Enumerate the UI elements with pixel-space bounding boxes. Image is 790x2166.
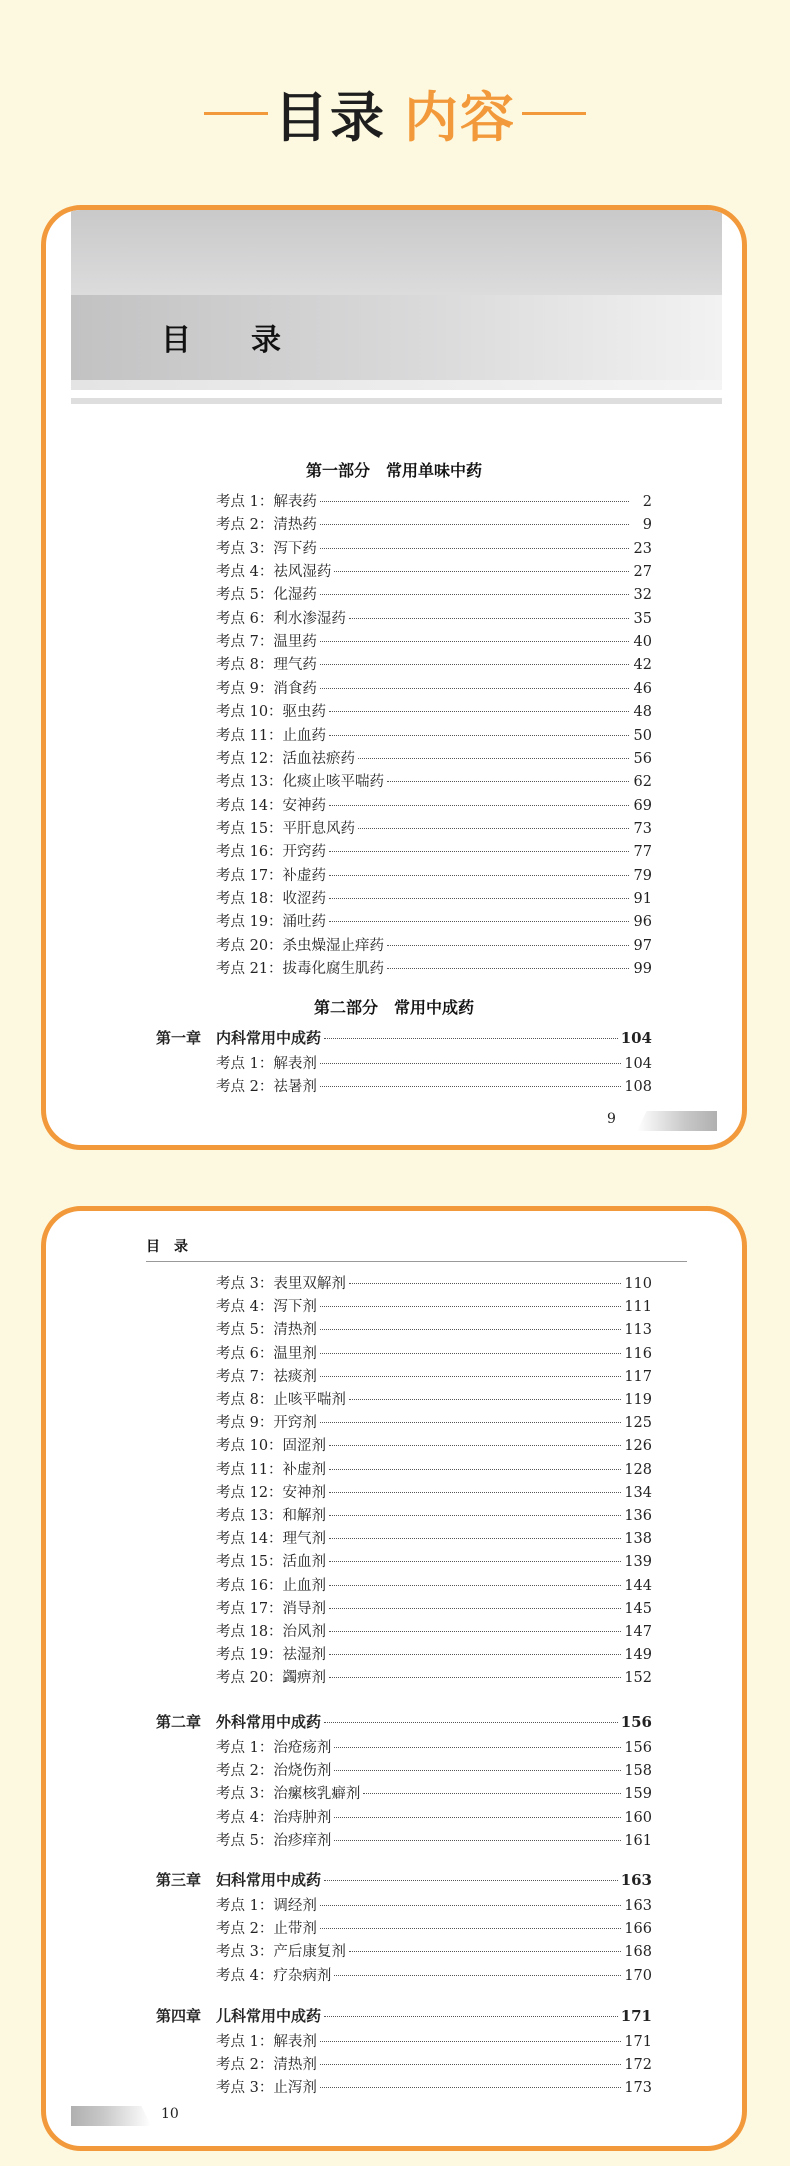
dot-leader: [320, 1063, 621, 1064]
dot-leader: [329, 1492, 621, 1493]
entry-label: 考点 6：温里剂: [216, 1345, 317, 1362]
entry-page-number: 96: [633, 914, 652, 931]
dot-leader: [329, 1445, 621, 1446]
entry-label: 考点 19：涌吐药: [216, 914, 327, 931]
dot-leader: [320, 1928, 621, 1929]
entry-label: 考点 11：止血药: [216, 727, 327, 744]
dot-leader: [320, 1306, 621, 1307]
entry-page-number: 145: [624, 1600, 652, 1617]
entry-page-number: 125: [624, 1415, 652, 1432]
toc-entry[interactable]: [216, 609, 652, 629]
dot-leader: [320, 1086, 621, 1087]
entry-label: 考点 20：杀虫燥湿止痒药: [216, 937, 385, 954]
dot-leader: [320, 688, 629, 689]
toc-entry[interactable]: [216, 1552, 652, 1572]
entry-page-number: 23: [633, 540, 652, 557]
toc-entry[interactable]: [216, 1942, 652, 1962]
dot-leader: [387, 945, 629, 946]
dot-leader: [349, 1399, 621, 1400]
entry-label: 考点 6：利水渗湿药: [216, 610, 346, 627]
dot-leader: [329, 1538, 621, 1539]
running-head: 目 录: [146, 1236, 687, 1262]
dot-leader: [324, 1722, 618, 1723]
toc-entry[interactable]: [216, 2055, 652, 2075]
page-number-footer: [71, 2104, 201, 2128]
dot-leader: [320, 664, 629, 665]
toc-entry[interactable]: [216, 562, 652, 582]
dot-leader: [320, 501, 629, 502]
toc-entry[interactable]: [216, 1320, 652, 1340]
dot-leader: [329, 1585, 621, 1586]
entry-label: 考点 1：解表剂: [216, 2034, 317, 2050]
entry-label: 第二章 外科常用中成药: [156, 1713, 322, 1731]
entry-label: 考点 13：化痰止咳平喘药: [216, 774, 385, 791]
toc-entry[interactable]: [216, 702, 652, 722]
toc-entry[interactable]: [216, 1077, 652, 1097]
entry-label: 考点 2：清热剂: [216, 2057, 317, 2074]
entry-label: 考点 1：解表剂: [216, 1056, 317, 1072]
dot-leader: [329, 805, 629, 806]
dot-leader: [324, 1038, 618, 1039]
entry-label: 考点 18：治风剂: [216, 1624, 327, 1640]
toc-entry[interactable]: [216, 726, 652, 746]
entry-label: 考点 2：止带剂: [216, 1921, 317, 1938]
toc-entry[interactable]: [216, 1622, 652, 1642]
entry-label: 考点 5：清热剂: [216, 1322, 317, 1339]
toc-entry[interactable]: [216, 1808, 652, 1828]
toc-entry[interactable]: [216, 1966, 652, 1986]
entry-label: 考点 15：平肝息风药: [216, 820, 356, 837]
entry-page-number: 160: [624, 1809, 652, 1826]
toc-entry[interactable]: [216, 1668, 652, 1688]
entry-page-number: 152: [624, 1670, 652, 1687]
dot-leader: [329, 851, 629, 852]
entry-label: 考点 16：开窍药: [216, 844, 327, 861]
entry-label: 考点 10：固涩剂: [216, 1438, 327, 1455]
section-banner: [0, 78, 790, 148]
entry-page-number: 170: [624, 1967, 652, 1984]
dot-leader: [387, 781, 629, 782]
toc-entry[interactable]: [216, 1896, 652, 1916]
entry-page-number: 126: [624, 1438, 652, 1455]
toc-entry[interactable]: [216, 1413, 652, 1433]
entry-label: 第四章 儿科常用中成药: [156, 2007, 322, 2025]
toc-entry[interactable]: [216, 1297, 652, 1317]
dot-leader: [349, 618, 629, 619]
entry-label: 考点 2：祛暑剂: [216, 1079, 317, 1096]
entry-label: 考点 14：理气剂: [216, 1531, 327, 1548]
entry-page-number: 91: [633, 890, 652, 907]
page-title: 目 录: [161, 323, 281, 358]
dot-leader: [329, 1631, 621, 1632]
dot-leader: [329, 875, 629, 876]
entry-label: 考点 19：祛湿剂: [216, 1647, 327, 1664]
entry-label: 考点 21：拔毒化腐生肌药: [216, 961, 385, 977]
entry-page-number: 62: [633, 774, 652, 791]
dot-leader: [358, 758, 629, 759]
entry-page-number: 171: [620, 2007, 652, 2025]
entry-page-number: 128: [624, 1461, 652, 1478]
toc-entry[interactable]: [216, 1460, 652, 1480]
dot-leader: [320, 1422, 621, 1423]
dot-leader: [320, 641, 629, 642]
entry-label: 考点 17：消导剂: [216, 1600, 327, 1617]
entry-label: 考点 2：清热药: [216, 517, 317, 534]
banner-dash-right: [522, 112, 586, 115]
entry-label: 考点 13：和解剂: [216, 1508, 327, 1524]
entry-page-number: 156: [620, 1713, 652, 1731]
entry-page-number: 2: [642, 494, 652, 510]
entry-label: 考点 4：泻下剂: [216, 1299, 317, 1316]
entry-page-number: 56: [633, 750, 652, 767]
toc-page-1: [41, 205, 747, 1150]
dot-leader: [329, 1515, 621, 1516]
dot-leader: [320, 2087, 621, 2088]
entry-page-number: 138: [624, 1531, 652, 1548]
entry-label: 考点 9：消食药: [216, 680, 317, 697]
entry-page-number: 110: [624, 1276, 652, 1292]
entry-label: 考点 17：补虚药: [216, 867, 327, 884]
entry-label: 考点 4：祛风湿药: [216, 564, 332, 581]
entry-page-number: 134: [624, 1484, 652, 1501]
dot-leader: [320, 524, 629, 525]
entry-label: 考点 14：安神药: [216, 797, 327, 814]
entry-page-number: 117: [624, 1368, 652, 1385]
dot-leader: [363, 1793, 621, 1794]
entry-label: 考点 3：产后康复剂: [216, 1944, 346, 1961]
entry-page-number: 108: [624, 1079, 652, 1096]
toc-chapter-entry[interactable]: [156, 1028, 652, 1048]
entry-page-number: 171: [624, 2034, 652, 2050]
dot-leader: [329, 735, 629, 736]
dot-leader: [329, 1677, 621, 1678]
entry-label: 考点 5：化湿药: [216, 587, 317, 604]
entry-page-number: 163: [620, 1871, 652, 1889]
toc-entry[interactable]: [216, 819, 652, 839]
entry-page-number: 9: [642, 517, 652, 534]
toc-entry[interactable]: [216, 585, 652, 605]
entry-label: 考点 9：开窍剂: [216, 1415, 317, 1432]
toc-entry[interactable]: [216, 655, 652, 675]
entry-label: 考点 10：驱虫药: [216, 704, 327, 721]
entry-page-number: 139: [624, 1554, 652, 1571]
toc-entry[interactable]: [216, 1738, 652, 1758]
dot-leader: [329, 711, 629, 712]
entry-page-number: 104: [624, 1056, 652, 1072]
entry-page-number: 147: [624, 1624, 652, 1640]
entry-label: 考点 18：收涩药: [216, 890, 327, 907]
toc-entry[interactable]: [216, 492, 652, 512]
entry-label: 考点 7：温里药: [216, 634, 317, 651]
toc-entry[interactable]: [216, 1761, 652, 1781]
entry-label: 考点 7：祛痰剂: [216, 1368, 317, 1385]
toc-entry[interactable]: [216, 1919, 652, 1939]
entry-page-number: 149: [624, 1647, 652, 1664]
entry-page-number: 173: [624, 2080, 652, 2097]
toc-chapter-entry[interactable]: [156, 1870, 652, 1890]
toc-entry[interactable]: [216, 842, 652, 862]
entry-label: 考点 16：止血剂: [216, 1577, 327, 1594]
dot-leader: [329, 1469, 621, 1470]
page-number: 9: [607, 1111, 616, 1127]
dot-leader: [320, 1905, 621, 1906]
entry-label: 考点 3：表里双解剂: [216, 1276, 346, 1292]
entry-label: 考点 1：调经剂: [216, 1898, 317, 1914]
dot-leader: [334, 1747, 621, 1748]
entry-page-number: 77: [633, 844, 652, 861]
toc-entry[interactable]: [216, 1054, 652, 1074]
entry-label: 考点 5：治疹痒剂: [216, 1832, 332, 1849]
page-header: [71, 210, 722, 405]
dot-leader: [334, 571, 629, 572]
banner-dash-left: [204, 112, 268, 115]
toc-entry[interactable]: [216, 959, 652, 979]
toc-entry[interactable]: [216, 1831, 652, 1851]
entry-page-number: 166: [624, 1921, 652, 1938]
toc-chapter-entry[interactable]: [156, 1712, 652, 1732]
entry-page-number: 27: [633, 564, 652, 581]
dot-leader: [329, 1561, 621, 1562]
entry-label: 考点 3：止泻剂: [216, 2080, 317, 2097]
entry-page-number: 168: [624, 1944, 652, 1961]
entry-page-number: 159: [624, 1786, 652, 1803]
entry-label: 考点 3：治瘰核乳癖剂: [216, 1786, 361, 1803]
dot-leader: [349, 1951, 621, 1952]
entry-page-number: 50: [633, 727, 652, 744]
banner-title-orange: 内容: [404, 85, 516, 149]
toc-entry[interactable]: [216, 1576, 652, 1596]
toc-entry[interactable]: [216, 889, 652, 909]
toc-chapter-entry[interactable]: [156, 2006, 652, 2026]
entry-page-number: 79: [633, 867, 652, 884]
page-number-footer: [607, 1109, 717, 1133]
entry-page-number: 116: [624, 1345, 652, 1362]
dot-leader: [329, 898, 629, 899]
entry-page-number: 42: [633, 657, 652, 674]
toc-entry[interactable]: [216, 1436, 652, 1456]
entry-label: 考点 4：疗杂病剂: [216, 1967, 332, 1984]
entry-label: 考点 2：治烧伤剂: [216, 1763, 332, 1780]
part-heading: 第一部分 常用单味中药: [305, 461, 482, 480]
entry-label: 考点 1：解表药: [216, 494, 317, 510]
entry-label: 考点 4：治痔肿剂: [216, 1809, 332, 1826]
dot-leader: [324, 2016, 618, 2017]
entry-label: 考点 1：治疮疡剂: [216, 1740, 332, 1756]
toc-entry[interactable]: [216, 912, 652, 932]
toc-entry[interactable]: [216, 632, 652, 652]
banner-title-black: 目录: [274, 85, 386, 149]
toc-entry[interactable]: [216, 1367, 652, 1387]
dot-leader: [334, 1817, 621, 1818]
entry-page-number: 144: [624, 1577, 652, 1594]
entry-page-number: 111: [624, 1299, 652, 1316]
entry-page-number: 163: [624, 1898, 652, 1914]
entry-page-number: 97: [633, 937, 652, 954]
toc-entry[interactable]: [216, 749, 652, 769]
entry-label: 第三章 妇科常用中成药: [156, 1871, 322, 1889]
dot-leader: [358, 828, 629, 829]
dot-leader: [329, 1608, 621, 1609]
toc-entry[interactable]: [216, 1529, 652, 1549]
entry-page-number: 32: [633, 587, 652, 604]
toc-entry[interactable]: [216, 936, 652, 956]
entry-label: 考点 8：理气药: [216, 657, 317, 674]
dot-leader: [320, 1329, 621, 1330]
entry-label: 第一章 内科常用中成药: [156, 1029, 322, 1047]
entry-page-number: 73: [633, 820, 652, 837]
entry-page-number: 48: [633, 704, 652, 721]
entry-label: 考点 8：止咳平喘剂: [216, 1392, 346, 1408]
toc-entry[interactable]: [216, 679, 652, 699]
entry-page-number: 35: [633, 610, 652, 627]
dot-leader: [334, 1975, 621, 1976]
dot-leader: [387, 968, 629, 969]
dot-leader: [320, 1376, 621, 1377]
toc-entry[interactable]: [216, 515, 652, 535]
toc-entry[interactable]: [216, 1344, 652, 1364]
entry-label: 考点 20：蠲痹剂: [216, 1670, 327, 1687]
entry-page-number: 46: [633, 680, 652, 697]
dot-leader: [329, 921, 629, 922]
dot-leader: [334, 1770, 621, 1771]
entry-page-number: 99: [633, 961, 652, 977]
entry-page-number: 156: [624, 1740, 652, 1756]
toc-page-2: [41, 1206, 747, 2151]
entry-page-number: 104: [620, 1029, 652, 1047]
entry-page-number: 113: [624, 1322, 652, 1339]
entry-label: 考点 12：活血祛瘀药: [216, 750, 356, 767]
toc-entry[interactable]: [216, 539, 652, 559]
toc-entry[interactable]: [216, 1390, 652, 1410]
dot-leader: [349, 1283, 621, 1284]
entry-label: 考点 3：泻下药: [216, 540, 317, 557]
toc-entry[interactable]: [216, 1483, 652, 1503]
toc-entry[interactable]: [216, 772, 652, 792]
toc-entry[interactable]: [216, 1274, 652, 1294]
entry-label: 考点 12：安神剂: [216, 1484, 327, 1501]
toc-entry[interactable]: [216, 2032, 652, 2052]
entry-page-number: 40: [633, 634, 652, 651]
dot-leader: [320, 594, 629, 595]
entry-page-number: 161: [624, 1832, 652, 1849]
toc-entry[interactable]: [216, 796, 652, 816]
dot-leader: [324, 1880, 618, 1881]
toc-entry[interactable]: [216, 2078, 652, 2098]
dot-leader: [320, 2041, 621, 2042]
dot-leader: [334, 1840, 621, 1841]
entry-page-number: 158: [624, 1763, 652, 1780]
entry-label: 考点 15：活血剂: [216, 1554, 327, 1571]
entry-page-number: 172: [624, 2057, 652, 2074]
entry-label: 考点 11：补虚剂: [216, 1461, 327, 1478]
part-heading: 第二部分 常用中成药: [313, 998, 474, 1017]
entry-page-number: 69: [633, 797, 652, 814]
dot-leader: [320, 1353, 621, 1354]
toc-entry[interactable]: [216, 1506, 652, 1526]
toc-entry[interactable]: [216, 1645, 652, 1665]
entry-page-number: 119: [624, 1392, 652, 1408]
entry-page-number: 136: [624, 1508, 652, 1524]
page-number: 10: [161, 2106, 179, 2122]
dot-leader: [320, 548, 629, 549]
toc-entry[interactable]: [216, 1599, 652, 1619]
toc-entry[interactable]: [216, 1784, 652, 1804]
toc-entry[interactable]: [216, 866, 652, 886]
dot-leader: [329, 1654, 621, 1655]
dot-leader: [320, 2064, 621, 2065]
